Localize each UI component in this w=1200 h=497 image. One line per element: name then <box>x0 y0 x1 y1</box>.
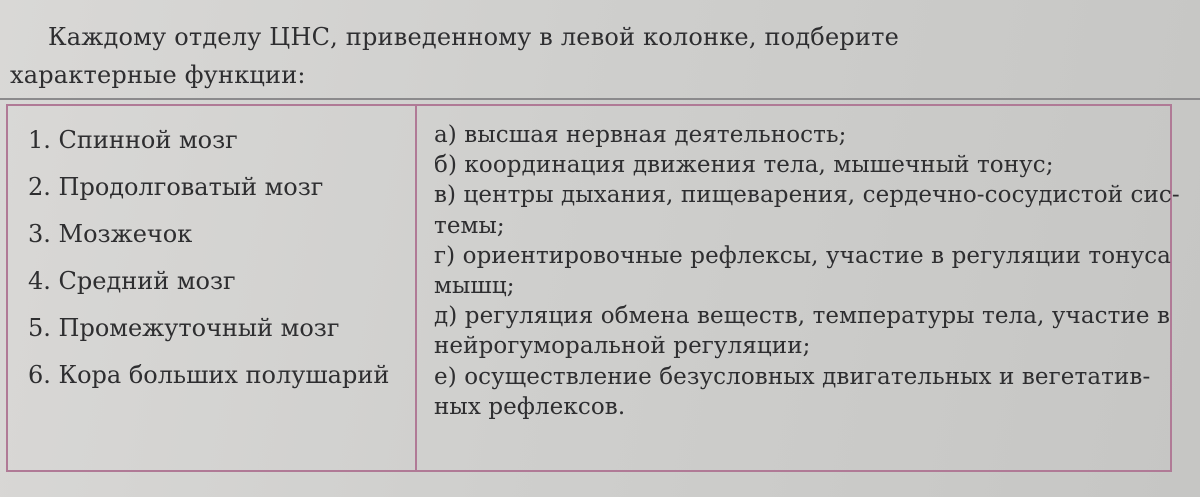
task-instruction <box>10 18 910 94</box>
function-line: нейрогуморальной регуляции; <box>434 333 811 360</box>
cns-sections-list <box>28 120 408 402</box>
function-line: ных рефлексов. <box>434 393 626 420</box>
cns-section-item: 5. Промежуточный мозг <box>28 314 340 342</box>
cns-section-item: 2. Продолговатый мозг <box>28 173 324 201</box>
function-line: б) координация движения тела, мышечный тонус; <box>434 152 1054 179</box>
matching-table <box>6 104 1180 472</box>
instruction-line-1: Каждому отделу ЦНС, приведенному в левой колонке, подберите <box>48 23 899 51</box>
cns-section-item: 1. Спинной мозг <box>28 126 238 154</box>
function-line: мышц; <box>434 273 515 300</box>
page-rule <box>0 98 1200 100</box>
function-line: г) ориентировочные рефлексы, участие в регуляции тонуса <box>434 242 1171 269</box>
functions-list <box>434 120 1180 422</box>
function-line: д) регуляция обмена веществ, температуры тела, участие в <box>434 303 1171 330</box>
function-line: е) осуществление безусловных двигательных и вегетатив- <box>434 363 1151 390</box>
cns-section-item: 4. Средний мозг <box>28 267 236 295</box>
column-divider <box>415 106 417 470</box>
function-line: в) центры дыхания, пищеварения, сердечно-сосудистой сис- <box>434 182 1180 209</box>
cns-section-item: 3. Мозжечок <box>28 220 193 248</box>
function-line: а) высшая нервная деятельность; <box>434 122 847 148</box>
function-line: темы; <box>434 212 505 239</box>
cns-section-item: 6. Кора больших полушарий <box>28 361 390 389</box>
instruction-line-2: характерные функции: <box>10 61 306 89</box>
